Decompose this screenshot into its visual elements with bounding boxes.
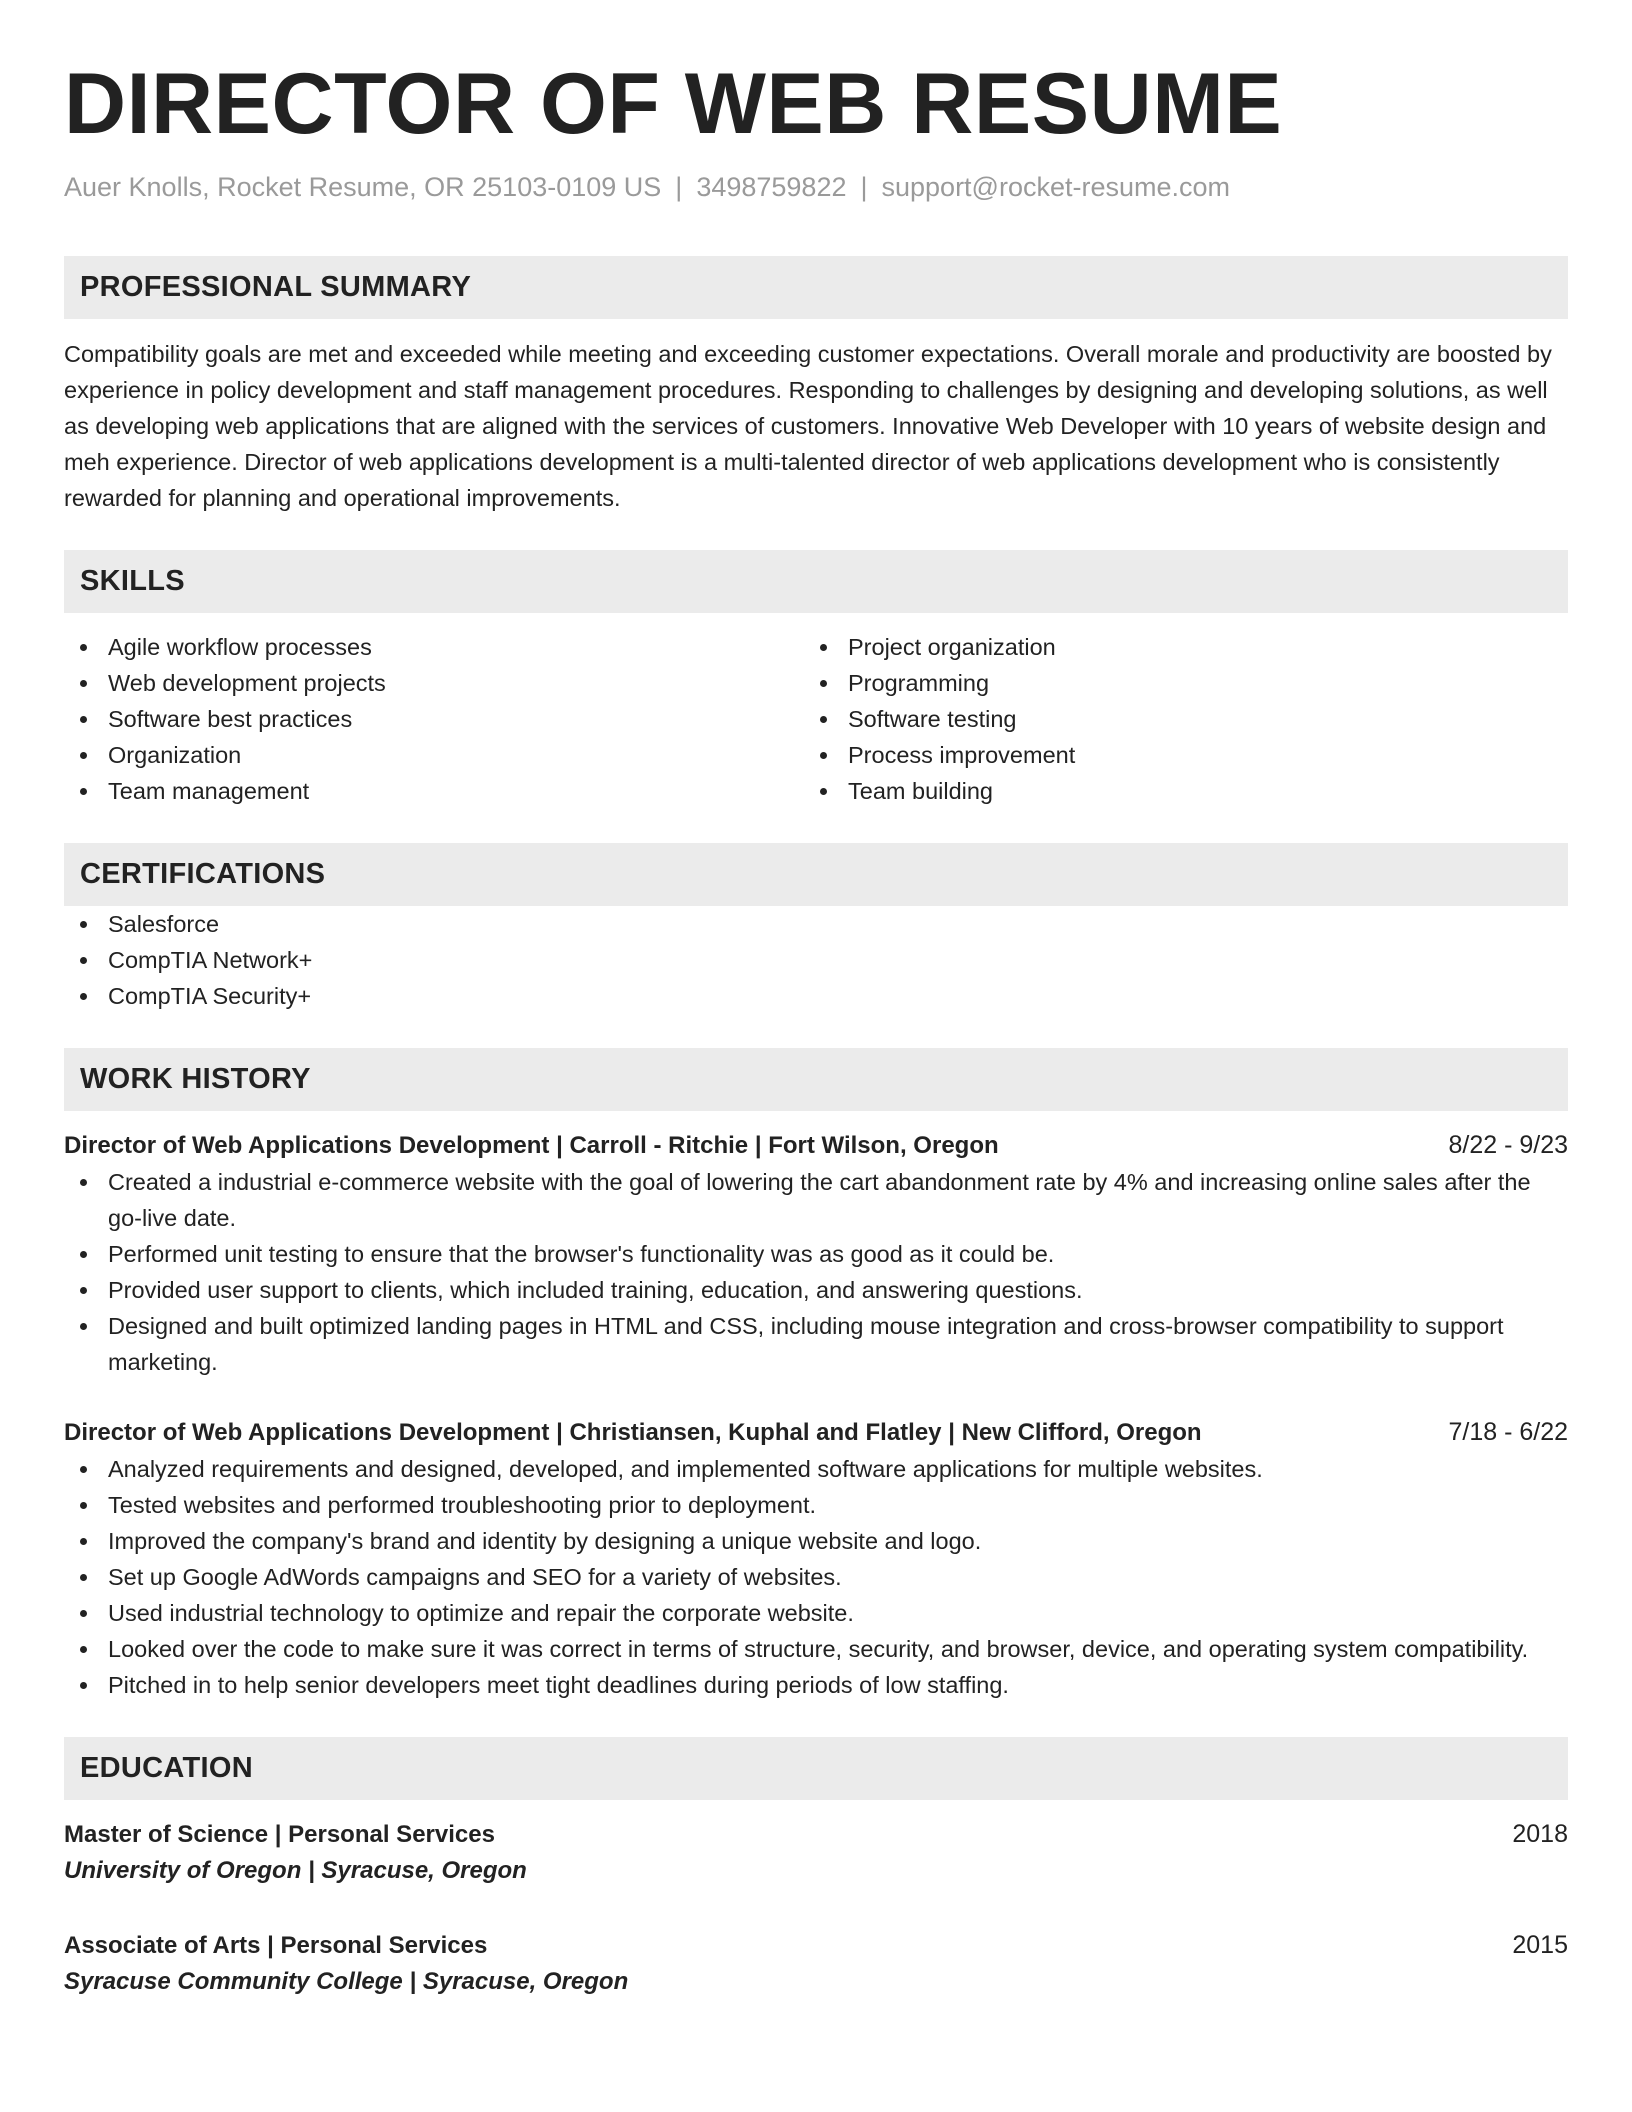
job-bullet: Created a industrial e-commerce website with the goal of lowering the cart abandonment rate by 4% and increasing online sales after the go-live date. xyxy=(64,1164,1568,1236)
section-header-summary: PROFESSIONAL SUMMARY xyxy=(64,256,1568,319)
certification-item: CompTIA Network+ xyxy=(64,942,1568,978)
skill-item: Team management xyxy=(64,773,804,809)
education-header xyxy=(64,1816,1568,1853)
section-header-skills: SKILLS xyxy=(64,550,1568,613)
education-header xyxy=(64,1927,1568,1964)
contact-email: support@rocket-resume.com xyxy=(881,172,1231,202)
skill-item: Agile workflow processes xyxy=(64,629,804,665)
contact-line xyxy=(64,170,1568,204)
certification-item: Salesforce xyxy=(64,906,1568,942)
job-dates: 8/22 - 9/23 xyxy=(1448,1131,1568,1159)
skill-item: Process improvement xyxy=(804,737,1544,773)
skill-item: Team building xyxy=(804,773,1544,809)
job-bullets xyxy=(64,1164,1568,1380)
job-header xyxy=(64,1127,1568,1164)
education-year: 2018 xyxy=(1512,1820,1568,1848)
skill-item: Organization xyxy=(64,737,804,773)
skill-item: Programming xyxy=(804,665,1544,701)
job-bullet: Provided user support to clients, which included training, education, and answering questions. xyxy=(64,1272,1568,1308)
education-entry xyxy=(64,1816,1568,1889)
skill-item: Software testing xyxy=(804,701,1544,737)
job-bullet: Looked over the code to make sure it was correct in terms of structure, security, and browser, device, and operating system compatibility. xyxy=(64,1631,1568,1667)
resume-title: DIRECTOR OF WEB RESUME xyxy=(64,56,1283,152)
education-degree: Master of Science | Personal Services xyxy=(64,1821,495,1848)
job-bullet: Performed unit testing to ensure that the browser's functionality was as good as it could be. xyxy=(64,1236,1568,1272)
job-bullet: Tested websites and performed troubleshooting prior to deployment. xyxy=(64,1487,1568,1523)
job-dates: 7/18 - 6/22 xyxy=(1448,1418,1568,1446)
job-title: Director of Web Applications Development | Carroll - Ritchie | Fort Wilson, Oregon xyxy=(64,1132,999,1159)
job-header xyxy=(64,1414,1568,1451)
job-bullets xyxy=(64,1451,1568,1703)
education-year: 2015 xyxy=(1512,1931,1568,1959)
job-bullet: Improved the company's brand and identity by designing a unique website and logo. xyxy=(64,1523,1568,1559)
job-bullet: Set up Google AdWords campaigns and SEO for a variety of websites. xyxy=(64,1559,1568,1595)
contact-separator: | xyxy=(675,172,683,202)
education-school: Syracuse Community College | Syracuse, Oregon xyxy=(64,1968,629,1995)
education-school: University of Oregon | Syracuse, Oregon xyxy=(64,1857,527,1884)
contact-separator: | xyxy=(860,172,868,202)
job-bullet: Pitched in to help senior developers meet tight deadlines during periods of low staffing. xyxy=(64,1667,1568,1703)
section-header-work-history: WORK HISTORY xyxy=(64,1048,1568,1111)
skill-item: Project organization xyxy=(804,629,1544,665)
summary-text: Compatibility goals are met and exceeded while meeting and exceeding customer expectations. Overall morale and productivity are boosted by experience in policy development and staff management procedures. Responding to challenges by designing and developing solutions, as well as developing web applications that are aligned with the services of customers. Innovative Web Developer with 10 years of website design and meh experience. Director of web applications development is a multi-talented director of web applications development who is consistently rewarded for planning and operational improvements. xyxy=(64,341,1552,511)
skill-item: Software best practices xyxy=(64,701,804,737)
skills-list-right xyxy=(804,629,1544,809)
job-entry xyxy=(64,1127,1568,1380)
job-bullet: Designed and built optimized landing pages in HTML and CSS, including mouse integration and cross-browser compatibility to support marketing. xyxy=(64,1308,1568,1380)
skill-item: Web development projects xyxy=(64,665,804,701)
section-header-certifications: CERTIFICATIONS xyxy=(64,843,1568,906)
job-title: Director of Web Applications Development | Christiansen, Kuphal and Flatley | New Clifford, Oregon xyxy=(64,1419,1202,1446)
education-entry xyxy=(64,1927,1568,2000)
contact-phone: 3498759822 xyxy=(696,172,847,202)
job-bullet: Analyzed requirements and designed, developed, and implemented software applications for multiple websites. xyxy=(64,1451,1568,1487)
job-entry xyxy=(64,1414,1568,1703)
contact-address: Auer Knolls, Rocket Resume, OR 25103-0109 US xyxy=(64,172,662,202)
certifications-list xyxy=(64,906,1568,1014)
job-bullet: Used industrial technology to optimize and repair the corporate website. xyxy=(64,1595,1568,1631)
skills-grid xyxy=(64,629,1568,809)
skills-list-left xyxy=(64,629,804,809)
education-degree: Associate of Arts | Personal Services xyxy=(64,1932,488,1959)
certification-item: CompTIA Security+ xyxy=(64,978,1568,1014)
section-header-education: EDUCATION xyxy=(64,1737,1568,1800)
